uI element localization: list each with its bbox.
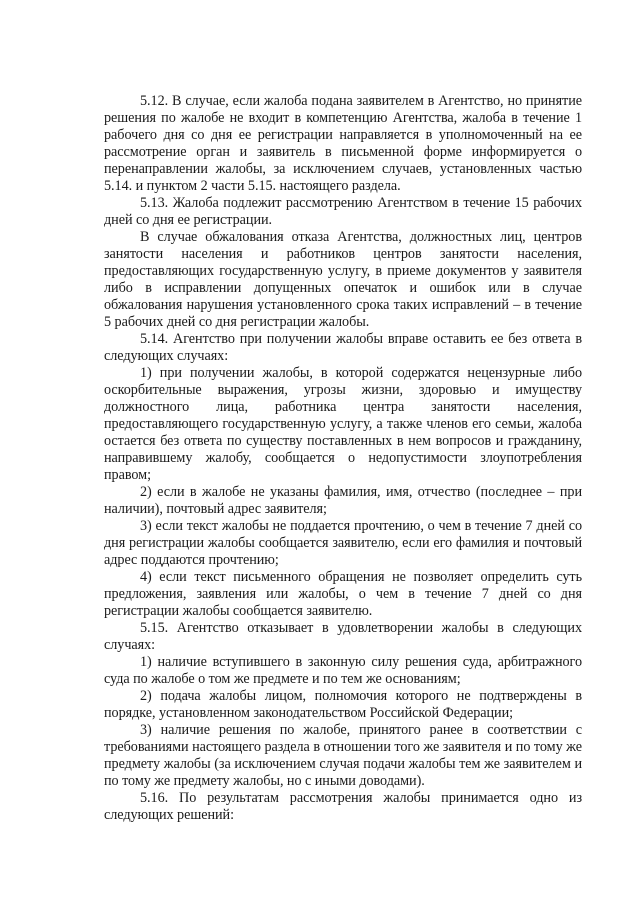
paragraph-5-15: 5.15. Агентство отказывает в удовлетворении жалобы в следующих случаях:: [104, 620, 582, 653]
paragraph-5-12: 5.12. В случае, если жалоба подана заявителем в Агентство, но принятие решения по жалобе не входит в компетенцию Агентства, жалоба в течение 1 рабочего дня со дня ее регистрации направляется в уполномоченный на ее рассмотрение орган и заявитель в письменной форме информируется о перенаправлении жалобы, за исключением случаев, установленных частью 5.14. и пунктом 2 части 5.15. настоящего раздела.: [104, 93, 582, 194]
paragraph-5-14: 5.14. Агентство при получении жалобы вправе оставить ее без ответа в следующих случаях:: [104, 331, 582, 364]
paragraph-5-13-appeal: В случае обжалования отказа Агентства, должностных лиц, центров занятости населения и работников центров занятости населения, предоставляющих государственную услугу, в приеме документов у заявителя либо в исправлении допущенных опечаток и ошибок или в случае обжалования нарушения установленного срока таких исправлений – в течение 5 рабочих дней со дня регистрации жалобы.: [104, 229, 582, 330]
paragraph-5-14-item-2: 2) если в жалобе не указаны фамилия, имя, отчество (последнее – при наличии), почтовый адрес заявителя;: [104, 484, 582, 517]
paragraph-5-15-item-1: 1) наличие вступившего в законную силу решения суда, арбитражного суда по жалобе о том же предмете и по тем же основаниям;: [104, 654, 582, 687]
paragraph-5-16: 5.16. По результатам рассмотрения жалобы принимается одно из следующих решений:: [104, 790, 582, 823]
paragraph-5-14-item-4: 4) если текст письменного обращения не позволяет определить суть предложения, заявления или жалобы, о чем в течение 7 дней со дня регистрации жалобы сообщается заявителю.: [104, 569, 582, 619]
paragraph-5-15-item-3: 3) наличие решения по жалобе, принятого ранее в соответствии с требованиями настоящего раздела в отношении того же заявителя и по тому же предмету жалобы (за исключением случая подачи жалобы тем же заявителем и по тому же предмету жалобы, но с иными доводами).: [104, 722, 582, 789]
paragraph-5-14-item-1: 1) при получении жалобы, в которой содержатся нецензурные либо оскорбительные выражения, угрозы жизни, здоровью и имуществу должностного лица, работника центра занятости населения, предоставляющего государственную услугу, а также членов его семьи, жалоба остается без ответа по существу поставленных в нем вопросов и гражданину, направившему жалобу, сообщается о недопустимости злоупотребления правом;: [104, 365, 582, 483]
paragraph-5-15-item-2: 2) подача жалобы лицом, полномочия которого не подтверждены в порядке, установленном законодательством Российской Федерации;: [104, 688, 582, 721]
document-page: [104, 93, 582, 824]
paragraph-5-14-item-3: 3) если текст жалобы не поддается прочтению, о чем в течение 7 дней со дня регистрации жалобы сообщается заявителю, если его фамилия и почтовый адрес поддаются прочтению;: [104, 518, 582, 568]
paragraph-5-13: 5.13. Жалоба подлежит рассмотрению Агентством в течение 15 рабочих дней со дня ее регистрации.: [104, 195, 582, 228]
